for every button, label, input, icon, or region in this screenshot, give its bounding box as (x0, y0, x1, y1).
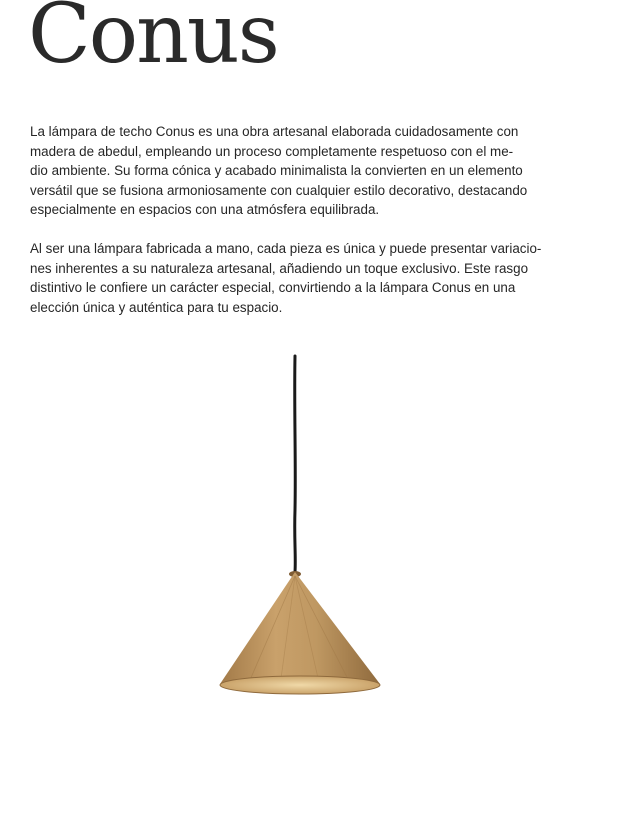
description-paragraph-2: Al ser una lámpara fabricada a mano, cada pieza es única y puede presentar variacio- nes inherentes a su naturaleza artesanal, añadiendo un toque exclusivo. Este rasgo distintivo le confiere un carácter especial, convirtiendo a la lámpara Conus en una elección única y auténtica para tu espacio. (30, 241, 542, 315)
description-paragraph-1: La lámpara de techo Conus es una obra artesanal elaborada cuidadosamente con madera de abedul, empleando un proceso completamente respetuoso con el me- dio ambiente. Su forma cónica y acabado minimalista la convierten en un elemento versátil que se fusiona armoniosamente con cualquier estilo decorativo, destacando especialmente en espacios con una atmósfera equilibrada. (30, 124, 528, 217)
lamp-shade (220, 572, 380, 692)
product-title: Conus (28, 0, 278, 82)
product-description (30, 122, 586, 317)
pendant-lamp-icon (210, 350, 390, 710)
lamp-cord (295, 356, 296, 572)
